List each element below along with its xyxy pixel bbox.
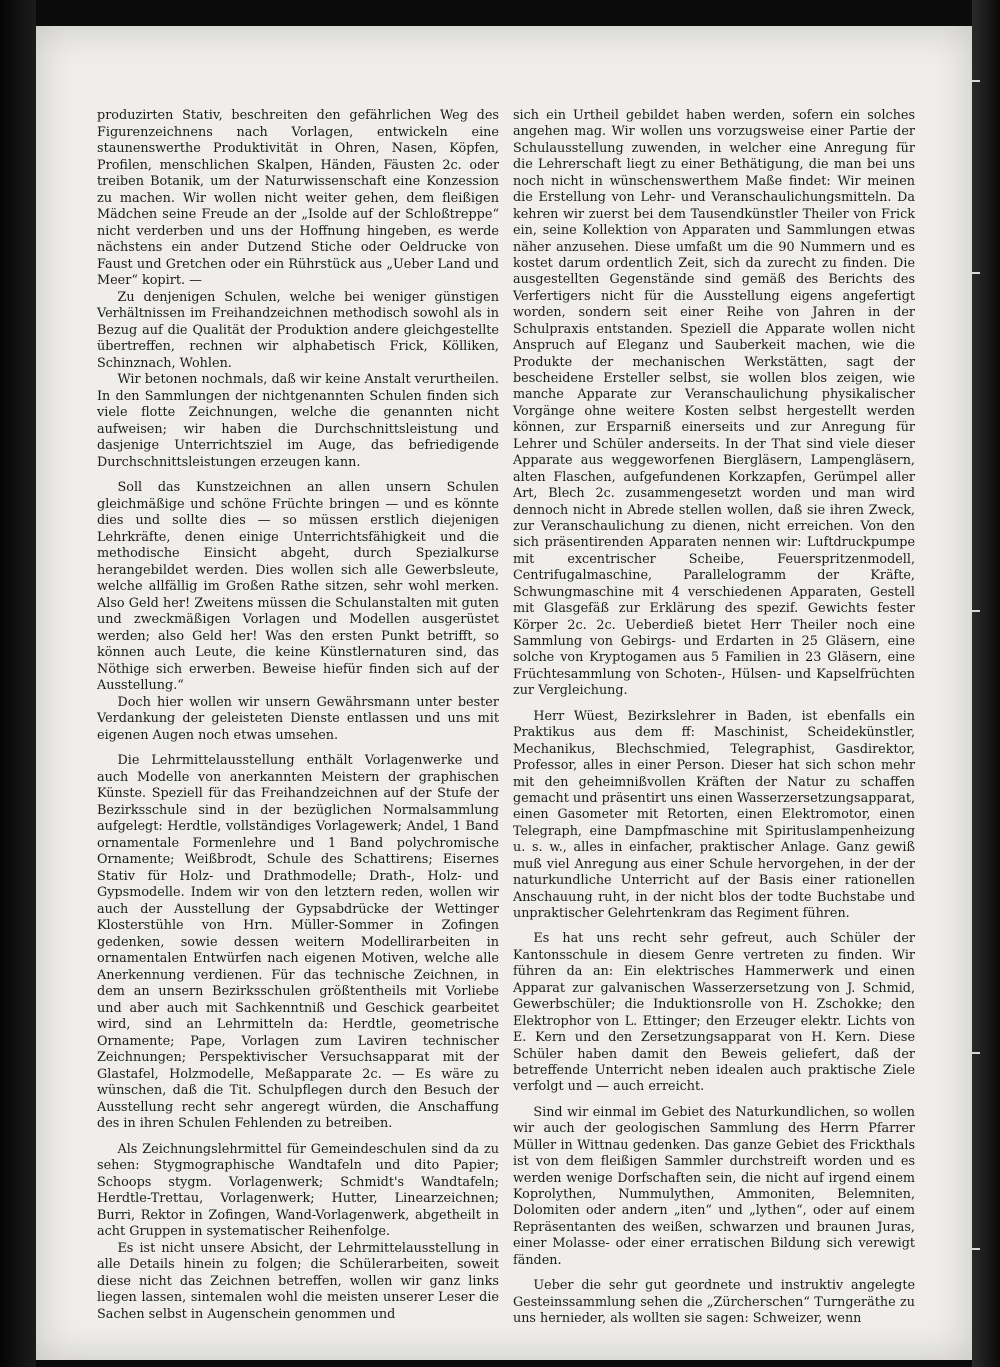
paragraph: Als Zeichnungslehrmittel für Gemeindeschulen sind da zu sehen: Stygmographische Wandtafeln und dito Papier; Schoops stygm. Vorlagenwerk; Schmidt's Wandtafeln; Herdtle-Trettau, Vorlagenwerk; Hutter, Linearzeichnen; Burri, Rektor in Zofingen, Wand-Vorlagenwerk, abgetheilt in acht Gruppen in systematischer Reihenfolge. [97, 1141, 499, 1239]
paragraph: Es hat uns recht sehr gefreut, auch Schüler der Kantonsschule in diesem Genre vertreten zu finden. Wir führen da an: Ein elektrisches Hammerwerk und einen Apparat zur galvanischen Wasserzersetzung von J. Schmid, Gewerbschüler; die Induktionsrolle von H. Zschokke; den Elektrophor von L. Ettinger; den Erzeuger elektr. Lichts von E. Kern und den Zersetzungsapparat von H. Kern. Diese Schüler haben damit den Beweis geliefert, daß der betreffende Unterricht neben idealen auch praktische Ziele verfolgt und — auch erreicht. [513, 931, 915, 1095]
right-column [513, 108, 915, 1328]
paragraph: Wir betonen nochmals, daß wir keine Anstalt verurtheilen. In den Sammlungen der nichtgenannten Schulen finden sich viele flotte Zeichnungen, welche die genannten nicht aufweisen; wir haben die Durchschnittsleistung und dasjenige Unterrichtsziel im Auge, das befriedigende Durchschnittsleistungen erzeugen kann. [97, 372, 499, 470]
left-column [97, 108, 499, 1323]
paragraph: Soll das Kunstzeichnen an allen unsern Schulen gleichmäßige und schöne Früchte bringen — und es könnte dies und sollte dies — so müssen erstlich diejenigen Lehrkräfte, denen einige Unterrichtsfähigkeit und die methodische Einsicht abgeht, durch Spezialkurse herangebildet werden. Dies wollen sich alle Gewerbsleute, welche allfällig im Großen Rathe sitzen, sehr wohl merken. Also Geld her! Zweitens müssen die Schulanstalten mit guten und zweckmäßigen Vorlagen und Modellen ausgerüstet werden; also Geld her! Was den ersten Punkt betrifft, so können auch Leute, die keine Künstlernaturen sind, das Nöthige sich erwerben. Beweise hiefür finden sich auf der Ausstellung.“ [97, 480, 499, 693]
paragraph: Ueber die sehr gut geordnete und instruktiv angelegte Gesteinssammlung sehen die „Zürcherschen“ Turngeräthe zu uns hernieder, als wollten sie sagen: Schweizer, wenn [513, 1278, 915, 1327]
paragraph: Herr Wüest, Bezirkslehrer in Baden, ist ebenfalls ein Praktikus aus dem ff: Maschinist, Scheidekünstler, Mechanikus, Blechschmied, Telegraphist, Gasdirektor, Professor, alles in einer Person. Dieser hat sich schon mehr mit den geheimnißvollen Kräften der Natur zu schaffen gemacht und präsentirt uns einen Wasserzersetzungsapparat, einen Gasometer mit Retorten, einen Elektromotor, einen Telegraph, eine Dampfmaschine mit Spirituslampenheizung u. s. w., alles in einfacher, praktischer Anlage. Ganz gewiß muß viel Anregung aus einer Schule hervorgehen, in der der naturkundliche Unterricht auf der Basis einer rationellen Anschauung ruht, in der nicht blos der todte Buchstabe und unpraktischer Gelehrtenkram das Regiment führen. [513, 708, 915, 921]
paragraph: Es ist nicht unsere Absicht, der Lehrmittelausstellung in alle Details hinein zu folgen; die Schülerarbeiten, soweit diese nicht das Zeichnen betreffen, wollen wir ganz links liegen lassen, sintemalen wohl die meisten unserer Leser die Sachen selbst in Augenschein genommen und [97, 1240, 499, 1322]
scan-border-right [972, 0, 1000, 1367]
scan-border-left [0, 0, 36, 1367]
paragraph: Zu denjenigen Schulen, welche bei weniger günstigen Verhältnissen im Freihandzeichnen methodisch sowohl als in Bezug auf die Qualität der Produktion andere gleichgestellte übertreffen, rechnen wir alphabetisch Frick, Kölliken, Schinznach, Wohlen. [97, 289, 499, 371]
paragraph: Die Lehrmittelausstellung enthält Vorlagenwerke und auch Modelle von anerkannten Meistern der graphischen Künste. Speziell für das Freihandzeichnen auf der Stufe der Bezirksschule sind in der bezüglichen Normalsammlung aufgelegt: Herdtle, vollständiges Vorlagewerk; Andel, 1 Band ornamentale Formenlehre und 1 Band polychromische Ornamente; Weißbrodt, Schule des Schattirens; Eisernes Stativ für Holz- und Drathmodelle; Drath-, Holz- und Gypsmodelle. Indem wir von den letztern reden, wollen wir auch der Ausstellung der Gypsabdrücke der Wettinger Klosterstühle von Hrn. Müller-Sommer in Zofingen gedenken, sowie dessen weitern Modellirarbeiten in ornamentalen Entwürfen nach eigenen Motiven, welche alle Anerkennung verdienen. Für das technische Zeichnen, in dem an unsern Bezirksschulen größtentheils mit Vorliebe und aber auch mit Sachkenntniß und Geschick gearbeitet wird, sind an Lehrmitteln da: Herdtle, geometrische Ornamente; Pape, Vorlagen zum Laviren technischer Zeichnungen; Perspektivischer Versuchsapparat mit der Glastafel, Holzmodelle, Meßapparate 2c. — Es wäre zu wünschen, daß die Tit. Schulpflegen durch den Besuch der Ausstellung recht sehr angeregt würden, die Anschaffung des in ihren Schulen Fehlenden zu betreiben. [97, 753, 499, 1131]
paragraph: Sind wir einmal im Gebiet des Naturkundlichen, so wollen wir auch der geologischen Sammlung des Herrn Pfarrer Müller in Wittnau gedenken. Das ganze Gebiet des Frickthals ist von dem fleißigen Sammler durchstreift worden und es werden wenige Dorfschaften sein, die nicht auf irgend einem Koprolythen, Nummulythen, Ammoniten, Belemniten, Dolomiten oder andern „iten“ und „lythen“, oder auf einem Repräsentanten des weißen, schwarzen und braunen Juras, einer Molasse- oder einer erratischen Bildung sich verewigt fänden. [513, 1104, 915, 1268]
paragraph: produzirten Stativ, beschreiten den gefährlichen Weg des Figurenzeichnens nach Vorlagen, entwickeln eine staunenswerthe Produktivität in Ohren, Nasen, Köpfen, Profilen, menschlichen Skalpen, Händen, Fäusten 2c. oder treiben Botanik, um der Naturwissenschaft eine Konzession zu machen. Wir wollen nicht weiter gehen, dem fleißigen Mädchen seine Freude an der „Isolde auf der Schloßtreppe“ nicht verderben und uns der Hoffnung hingeben, es werde nächstens ein ander Dutzend Stiche oder Oeldrucke von Faust und Gretchen oder ein Rührstück aus „Ueber Land und Meer“ kopirt. — [97, 108, 499, 288]
paragraph: Doch hier wollen wir unsern Gewährsmann unter bester Verdankung der geleisteten Dienste entlassen und uns mit eigenen Augen noch etwas umsehen. [97, 694, 499, 743]
paragraph: sich ein Urtheil gebildet haben werden, sofern ein solches angehen mag. Wir wollen uns vorzugsweise einer Partie der Schulausstellung zuwenden, in welcher eine Anregung für die Lehrerschaft liegt zu einer Bethätigung, die man bei uns noch nicht in wünschenswerthem Maße findet: Wir meinen die Erstellung von Lehr- und Veranschaulichungsmitteln. Da kehren wir zuerst bei dem Tausendkünstler Theiler von Frick ein, seine Kollektion von Apparaten und Sammlungen etwas näher anzusehen. Diese umfaßt um die 90 Nummern und es kostet darum ordentlich Zeit, sich da zurecht zu finden. Die ausgestellten Gegenstände sind gemäß des Berichts des Verfertigers nicht für die Ausstellung eigens angefertigt worden, sondern seit einer Reihe von Jahren in der Schulpraxis entstanden. Speziell die Apparate wollen nicht Anspruch auf Eleganz und Sauberkeit machen, wie die Produkte der mechanischen Werkstätten, sagt der bescheidene Ersteller selbst, sie wollen blos zeigen, wie manche Apparate zur Veranschaulichung physikalischer Vorgänge ohne weitere Kosten selbst hergestellt werden können, zur Ersparniß einerseits und zur Anregung für Lehrer und Schüler anderseits. In der That sind viele dieser Apparate aus weggeworfenen Biergläsern, Lampengläsern, alten Flaschen, aufgefundenen Korkzapfen, Gerümpel aller Art, Blech 2c. zusammengesetzt worden und man wird dennoch nicht in Abrede stellen wollen, daß sie ihren Zweck, zur Veranschaulichung zu dienen, nicht erreichen. Von den sich präsentirenden Apparaten nennen wir: Luftdruckpumpe mit excentrischer Scheibe, Feuerspritzenmodell, Centrifugalmaschine, Parallelogramm der Kräfte, Schwungmaschine mit 4 verschiedenen Apparaten, Gestell mit Glasgefäß zur Erklärung des spezif. Gewichts fester Körper 2c. 2c. Ueberdieß bietet Herr Theiler noch eine Sammlung von Gebirgs- und Erdarten in 25 Gläsern, eine solche von Kryptogamen aus 5 Familien in 23 Gläsern, eine Früchtesammlung von Schoten-, Hülsen- und Kapselfrüchten zur Vergleichung. [513, 108, 915, 699]
